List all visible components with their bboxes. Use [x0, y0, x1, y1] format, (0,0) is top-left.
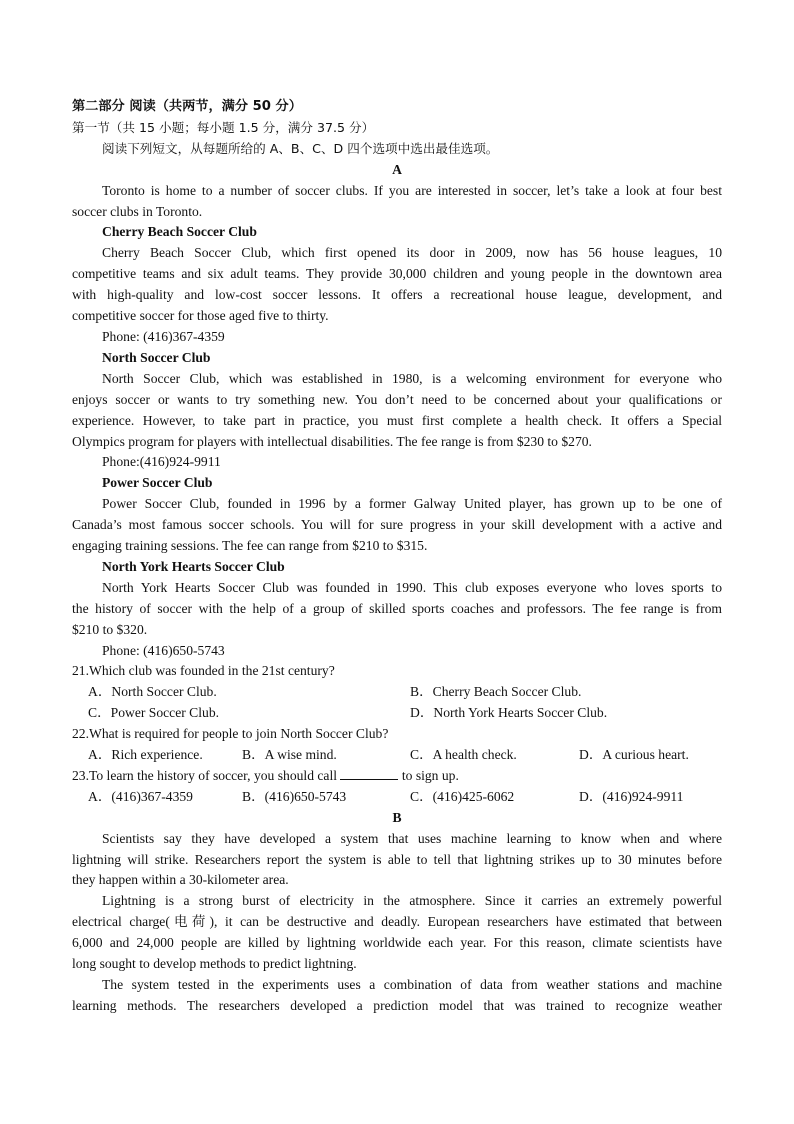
- option-d[interactable]: D．A curious heart.: [579, 747, 689, 763]
- paragraph-line: the history of soccer with the help of a group of skilled sports coaches and professors. The fee range is from: [72, 600, 722, 616]
- passage-a: [72, 181, 722, 662]
- paragraph-line: with high-quality and low-cost soccer lessons. It offers a recreational house league, development, and: [72, 287, 722, 303]
- paragraph-line: Lightning is a strong burst of electricity in the atmosphere. Since it carries an extremely powerful: [102, 893, 722, 909]
- paragraph-line: soccer clubs in Toronto.: [72, 203, 203, 219]
- club-phone: Phone: (416)367-4359: [102, 328, 225, 344]
- club-name: North Soccer Club: [102, 349, 211, 365]
- option-d[interactable]: D．North York Hearts Soccer Club.: [410, 705, 608, 721]
- paragraph-line: Cherry Beach Soccer Club, which first opened its door in 2009, now has 56 house leagues, 10: [102, 245, 722, 261]
- question-text: 22.What is required for people to join North Soccer Club?: [72, 726, 389, 742]
- question-text-after: to sign up.: [401, 767, 459, 783]
- passage-b: [72, 829, 722, 1017]
- paragraph-line: experience. However, to take part in practice, you must first complete a health check. It offers a Special: [72, 412, 722, 428]
- option-c[interactable]: C．A health check.: [410, 747, 517, 763]
- club-name: Power Soccer Club: [102, 475, 213, 491]
- passage-b-label: B: [392, 809, 402, 825]
- club-name: North York Hearts Soccer Club: [102, 558, 285, 574]
- question-options: [72, 682, 722, 703]
- option-c[interactable]: C．(416)425-6062: [410, 788, 515, 804]
- option-b[interactable]: B．A wise mind.: [242, 747, 337, 763]
- part-heading: 第二部分 阅读（共两节，满分 50 分）: [72, 99, 302, 114]
- paragraph-line: they happen within a 30-kilometer area.: [72, 872, 289, 888]
- question-23: [72, 766, 722, 808]
- club-name: Cherry Beach Soccer Club: [102, 224, 257, 240]
- option-b[interactable]: B．(416)650-5743: [242, 788, 347, 804]
- question-21: [72, 661, 722, 724]
- exam-page: [72, 97, 722, 1017]
- option-a[interactable]: A．Rich experience.: [88, 747, 203, 763]
- paragraph-line: enjoys soccer or wants to try something new. You don’t need to be concerned about your qualifications or: [72, 391, 722, 407]
- question-options: [72, 703, 722, 724]
- answer-blank: [340, 767, 398, 780]
- question-options: [72, 745, 722, 766]
- paragraph-line: The system tested in the experiments uses a combination of data from weather stations and machine: [102, 977, 722, 992]
- option-b[interactable]: B．Cherry Beach Soccer Club.: [410, 684, 582, 700]
- paragraph-line: learning methods. The researchers developed a prediction model that was trained to recognize weather: [72, 997, 722, 1013]
- paragraph-line: $210 to $320.: [72, 621, 148, 637]
- question-22: [72, 724, 722, 766]
- paragraph-line: Olympics program for players with intellectual disabilities. The fee range is from $230 to $270.: [72, 433, 592, 449]
- option-d[interactable]: D．(416)924-9911: [579, 788, 684, 804]
- option-a[interactable]: A．(416)367-4359: [88, 788, 193, 804]
- option-a[interactable]: A．North Soccer Club.: [88, 684, 217, 700]
- club-phone: Phone:(416)924-9911: [102, 454, 221, 470]
- section-heading: 第一节（共 15 小题；每小题 1.5 分，满分 37.5 分）: [72, 119, 375, 135]
- paragraph-line: Scientists say they have developed a system that uses machine learning to know when and where: [102, 830, 722, 846]
- paragraph-line: long sought to develop methods to predict lightning.: [72, 956, 357, 972]
- paragraph-line: competitive soccer for those aged five to thirty.: [72, 308, 329, 324]
- club-phone: Phone: (416)650-5743: [102, 642, 225, 658]
- question-text: [72, 766, 722, 787]
- paragraph-line: engaging training sessions. The fee can range from $210 to $315.: [72, 538, 428, 554]
- paragraph-line: lightning will strike. Researchers report the system is able to tell that lightning strikes up to 30 minutes before: [72, 851, 722, 867]
- paragraph-line: Toronto is home to a number of soccer clubs. If you are interested in soccer, let’s take a look at four best: [102, 182, 722, 198]
- passage-a-label: A: [392, 161, 402, 177]
- question-text: 21.Which club was founded in the 21st century?: [72, 663, 335, 679]
- paragraph-line: Canada’s most famous soccer schools. You will for sure progress in your skill development with a active and: [72, 517, 722, 533]
- instruction-text: 阅读下列短文，从每题所给的 A、B、C、D 四个选项中选出最佳选项。: [102, 140, 499, 156]
- paragraph-line: North Soccer Club, which was established in 1980, is a welcoming environment for everyone who: [102, 370, 722, 386]
- paragraph-line: North York Hearts Soccer Club was founded in 1990. This club exposes everyone who loves sports to: [102, 579, 722, 595]
- paragraph-line: electrical charge(电荷), it can be destructive and deadly. European researchers have estimated that between: [72, 914, 722, 930]
- question-text-before: 23.To learn the history of soccer, you should call: [72, 767, 338, 783]
- option-c[interactable]: C．Power Soccer Club.: [88, 705, 220, 721]
- paragraph-line: competitive teams and six adult teams. They provide 30,000 children and young people in the downtown area: [72, 266, 722, 282]
- paragraph-line: 6,000 and 24,000 people are killed by lightning worldwide each year. For this reason, climate scientists have: [72, 935, 722, 951]
- paragraph-line: Power Soccer Club, founded in 1996 by a former Galway United player, has grown up to be one of: [102, 496, 722, 512]
- question-options: [72, 787, 722, 808]
